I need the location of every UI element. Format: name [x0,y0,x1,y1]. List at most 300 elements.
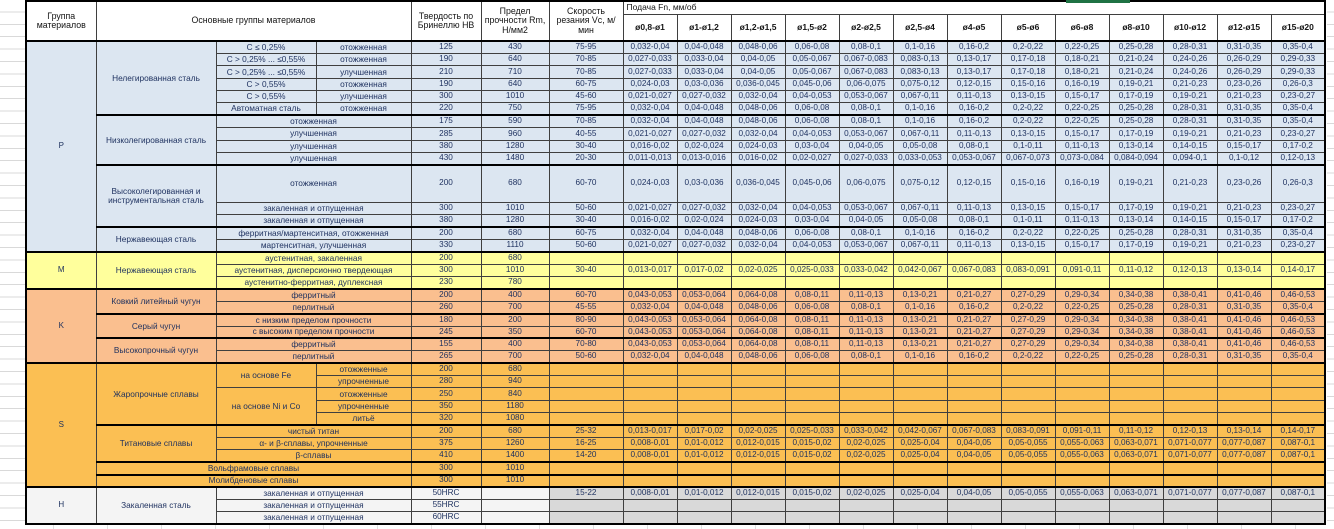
hardness-cell[interactable]: 190 [411,53,481,65]
feed-cell[interactable]: 0,063-0,071 [1109,450,1163,462]
treatment-cell[interactable]: перлитный [216,351,411,363]
speed-cell[interactable] [549,276,623,288]
feed-cell[interactable] [1055,363,1109,375]
feed-cell[interactable]: 0,29-0,33 [1271,53,1325,65]
feed-cell[interactable]: 0,17-0,19 [1109,91,1163,103]
treatment-cell[interactable]: закаленная и отпущенная [216,512,411,524]
strength-cell[interactable]: 200 [481,314,549,326]
feed-cell[interactable]: 0,12-0,13 [1271,153,1325,165]
feed-cell[interactable]: 0,04-0,053 [785,91,839,103]
feed-cell[interactable]: 0,091-0,11 [1055,425,1109,437]
hardness-cell[interactable]: 250 [411,388,481,400]
strength-cell[interactable]: 1010 [481,462,549,474]
strength-cell[interactable]: 400 [481,338,549,350]
feed-cell[interactable]: 0,083-0,13 [893,66,947,78]
feed-cell[interactable]: 0,04-0,048 [677,115,731,127]
feed-cell[interactable] [677,388,731,400]
feed-cell[interactable]: 0,14-0,17 [1271,425,1325,437]
feed-cell[interactable]: 0,02-0,025 [839,487,893,499]
feed-cell[interactable]: 0,015-0,02 [785,438,839,450]
feed-cell[interactable] [785,363,839,375]
strength-cell[interactable]: 1480 [481,153,549,165]
feed-cell[interactable]: 0,11-0,13 [839,338,893,350]
feed-cell[interactable]: 0,032-0,04 [623,351,677,363]
family-cell[interactable]: Нержавеющая сталь [96,252,216,289]
feed-cell[interactable]: 0,04-0,05 [947,450,1001,462]
feed-cell[interactable]: 0,008-0,01 [623,450,677,462]
feed-cell[interactable]: 0,11-0,13 [839,326,893,338]
strength-cell[interactable]: 1400 [481,450,549,462]
feed-cell[interactable]: 0,027-0,033 [839,153,893,165]
feed-cell[interactable]: 0,043-0,053 [623,338,677,350]
feed-cell[interactable]: 0,06-0,08 [785,227,839,239]
hardness-cell[interactable]: 330 [411,239,481,251]
treatment-cell[interactable]: улучшенная [216,153,411,165]
feed-cell[interactable] [947,363,1001,375]
feed-cell[interactable]: 0,083-0,091 [1001,264,1055,276]
feed-cell[interactable]: 0,2-0,22 [1001,115,1055,127]
feed-cell[interactable] [1109,499,1163,511]
feed-cell[interactable]: 0,077-0,087 [1217,438,1271,450]
feed-cell[interactable]: 0,21-0,23 [1163,165,1217,202]
feed-cell[interactable]: 0,03-0,04 [785,214,839,226]
feed-cell[interactable]: 0,1-0,11 [1001,214,1055,226]
feed-cell[interactable]: 0,23-0,27 [1271,91,1325,103]
feed-cell[interactable]: 0,11-0,12 [1109,264,1163,276]
treatment-cell[interactable]: отожженная [316,103,411,115]
feed-cell[interactable] [623,413,677,425]
feed-cell[interactable]: 0,05-0,055 [1001,487,1055,499]
feed-cell[interactable]: 0,03-0,036 [677,165,731,202]
family-cell[interactable]: Титановые сплавы [96,425,216,462]
feed-cell[interactable]: 0,033-0,04 [677,66,731,78]
feed-cell[interactable]: 0,19-0,21 [1163,239,1217,251]
composition-cell[interactable]: Автоматная сталь [216,103,316,115]
feed-cell[interactable]: 0,17-0,19 [1109,239,1163,251]
feed-cell[interactable]: 0,13-0,15 [1001,202,1055,214]
feed-cell[interactable]: 0,12-0,15 [947,78,1001,90]
feed-cell[interactable]: 0,025-0,04 [893,438,947,450]
feed-cell[interactable] [677,376,731,388]
feed-cell[interactable] [623,363,677,375]
treatment-cell[interactable]: мартенситная, улучшенная [216,239,411,251]
feed-cell[interactable]: 0,067-0,083 [839,66,893,78]
treatment-cell[interactable]: закаленная и отпущенная [216,499,411,511]
feed-cell[interactable]: 0,13-0,17 [947,53,1001,65]
strength-cell[interactable]: 1110 [481,239,549,251]
feed-cell[interactable]: 0,012-0,015 [731,487,785,499]
feed-cell[interactable]: 0,08-0,1 [839,227,893,239]
speed-cell[interactable] [549,499,623,511]
strength-cell[interactable]: 680 [481,252,549,264]
feed-cell[interactable] [893,376,947,388]
speed-cell[interactable]: 40-55 [549,128,623,140]
feed-cell[interactable]: 0,06-0,08 [785,115,839,127]
feed-cell[interactable]: 0,17-0,19 [1109,202,1163,214]
feed-cell[interactable]: 0,15-0,17 [1055,128,1109,140]
feed-cell[interactable]: 0,21-0,23 [1217,239,1271,251]
strength-cell[interactable] [481,512,549,524]
speed-cell[interactable]: 75-95 [549,103,623,115]
feed-cell[interactable]: 0,11-0,13 [1055,140,1109,152]
feed-cell[interactable] [1217,413,1271,425]
feed-cell[interactable] [1055,413,1109,425]
speed-cell[interactable]: 45-60 [549,91,623,103]
group-letter-cell[interactable]: M [26,252,96,289]
feed-cell[interactable]: 0,21-0,24 [1109,66,1163,78]
feed-cell[interactable]: 0,036-0,045 [731,165,785,202]
treatment-cell[interactable]: улучшенная [216,128,411,140]
feed-cell[interactable]: 0,38-0,41 [1163,326,1217,338]
feed-cell[interactable]: 0,021-0,027 [623,202,677,214]
strength-cell[interactable]: 1180 [481,400,549,412]
feed-cell[interactable]: 0,13-0,21 [893,314,947,326]
feed-cell[interactable] [839,276,893,288]
feed-cell[interactable] [1163,462,1217,474]
feed-cell[interactable]: 0,35-0,4 [1271,227,1325,239]
composition-cell[interactable]: С > 0,55% [216,91,316,103]
feed-cell[interactable]: 0,17-0,18 [1001,53,1055,65]
treatment-cell[interactable]: упрочненные [316,376,411,388]
feed-cell[interactable]: 0,087-0,1 [1271,438,1325,450]
feed-cell[interactable]: 0,032-0,04 [623,301,677,313]
feed-cell[interactable] [1055,376,1109,388]
composition-cell[interactable]: на основе Fe [216,363,316,388]
feed-cell[interactable]: 0,25-0,28 [1109,301,1163,313]
feed-cell[interactable]: 0,04-0,048 [677,351,731,363]
feed-cell[interactable] [1001,475,1055,487]
feed-cell[interactable]: 0,41-0,46 [1217,314,1271,326]
feed-cell[interactable] [1163,376,1217,388]
treatment-cell[interactable]: β-сплавы [216,450,411,462]
feed-cell[interactable] [731,252,785,264]
composition-cell[interactable]: С > 0,55% [216,78,316,90]
hardness-cell[interactable]: 200 [411,289,481,301]
feed-cell[interactable]: 0,02-0,025 [839,450,893,462]
feed-cell[interactable] [1217,475,1271,487]
feed-cell[interactable]: 0,094-0,1 [1163,153,1217,165]
strength-cell[interactable]: 1260 [481,438,549,450]
feed-cell[interactable] [947,400,1001,412]
feed-cell[interactable]: 0,16-0,2 [947,115,1001,127]
feed-cell[interactable] [1217,388,1271,400]
strength-cell[interactable]: 1010 [481,264,549,276]
feed-cell[interactable]: 0,16-0,19 [1055,78,1109,90]
feed-cell[interactable]: 0,08-0,11 [785,289,839,301]
feed-cell[interactable] [731,462,785,474]
feed-col-header[interactable]: ø10-ø12 [1163,14,1217,41]
feed-cell[interactable]: 0,24-0,26 [1163,66,1217,78]
family-cell[interactable]: Серый чугун [96,314,216,339]
feed-cell[interactable]: 0,063-0,071 [1109,487,1163,499]
speed-cell[interactable]: 75-95 [549,41,623,53]
group-letter-cell[interactable]: H [26,487,96,524]
speed-cell[interactable]: 50-60 [549,202,623,214]
group-letter-cell[interactable]: P [26,41,96,252]
feed-cell[interactable]: 0,15-0,16 [1001,165,1055,202]
feed-cell[interactable]: 0,043-0,053 [623,326,677,338]
speed-cell[interactable] [549,252,623,264]
feed-cell[interactable]: 0,055-0,063 [1055,487,1109,499]
feed-cell[interactable]: 0,34-0,38 [1109,289,1163,301]
feed-cell[interactable]: 0,055-0,063 [1055,438,1109,450]
strength-cell[interactable]: 710 [481,66,549,78]
feed-cell[interactable] [785,413,839,425]
strength-cell[interactable]: 680 [481,363,549,375]
hardness-cell[interactable]: 50HRC [411,487,481,499]
feed-cell[interactable]: 0,03-0,04 [785,140,839,152]
feed-cell[interactable]: 0,1-0,16 [893,227,947,239]
feed-cell[interactable]: 0,31-0,35 [1217,351,1271,363]
strength-cell[interactable]: 350 [481,326,549,338]
feed-cell[interactable] [1271,276,1325,288]
feed-cell[interactable]: 0,1-0,12 [1217,153,1271,165]
feed-cell[interactable]: 0,04-0,05 [839,214,893,226]
hardness-cell[interactable]: 230 [411,276,481,288]
feed-cell[interactable] [1055,276,1109,288]
speed-cell[interactable]: 25-32 [549,425,623,437]
feed-cell[interactable]: 0,1-0,16 [893,351,947,363]
treatment-cell[interactable]: закаленная и отпущенная [216,487,411,499]
feed-cell[interactable]: 0,2-0,22 [1001,41,1055,53]
strength-cell[interactable]: 590 [481,115,549,127]
feed-cell[interactable] [1271,512,1325,524]
header-strength[interactable]: Предел прочности Rm, Н/мм2 [481,1,549,41]
feed-cell[interactable]: 0,077-0,087 [1217,450,1271,462]
feed-cell[interactable] [839,376,893,388]
feed-cell[interactable] [947,376,1001,388]
feed-cell[interactable] [1109,413,1163,425]
family-cell[interactable]: Нелегированная сталь [96,41,216,115]
speed-cell[interactable]: 16-25 [549,438,623,450]
feed-cell[interactable]: 0,032-0,04 [731,128,785,140]
feed-cell[interactable] [1271,475,1325,487]
feed-cell[interactable]: 0,015-0,02 [785,487,839,499]
speed-cell[interactable]: 60-75 [549,78,623,90]
feed-cell[interactable]: 0,016-0,02 [623,140,677,152]
feed-cell[interactable]: 0,04-0,048 [677,301,731,313]
feed-cell[interactable]: 0,071-0,077 [1163,487,1217,499]
speed-cell[interactable]: 70-85 [549,53,623,65]
feed-cell[interactable] [1271,499,1325,511]
feed-cell[interactable] [1055,499,1109,511]
strength-cell[interactable]: 640 [481,53,549,65]
speed-cell[interactable] [549,512,623,524]
feed-cell[interactable]: 0,04-0,05 [731,53,785,65]
feed-cell[interactable] [785,462,839,474]
feed-col-header[interactable]: ø1-ø1,2 [677,14,731,41]
feed-cell[interactable] [623,512,677,524]
feed-cell[interactable]: 0,025-0,04 [893,450,947,462]
feed-cell[interactable] [1163,413,1217,425]
header-main-groups[interactable]: Основные группы материалов [96,1,411,41]
feed-cell[interactable] [1163,363,1217,375]
feed-cell[interactable]: 0,05-0,08 [893,140,947,152]
feed-cell[interactable]: 0,08-0,11 [785,326,839,338]
feed-cell[interactable] [677,462,731,474]
feed-cell[interactable] [785,388,839,400]
feed-cell[interactable]: 0,02-0,024 [677,140,731,152]
feed-cell[interactable] [1001,512,1055,524]
feed-cell[interactable]: 0,033-0,042 [839,264,893,276]
feed-cell[interactable] [623,400,677,412]
feed-col-header[interactable]: ø0,8-ø1 [623,14,677,41]
feed-cell[interactable]: 0,13-0,17 [947,66,1001,78]
hardness-cell[interactable]: 410 [411,450,481,462]
feed-cell[interactable]: 0,042-0,067 [893,425,947,437]
feed-cell[interactable]: 0,17-0,2 [1271,214,1325,226]
feed-cell[interactable]: 0,015-0,02 [785,450,839,462]
feed-cell[interactable]: 0,032-0,04 [731,239,785,251]
hardness-cell[interactable]: 300 [411,91,481,103]
feed-cell[interactable]: 0,26-0,29 [1217,53,1271,65]
speed-cell[interactable]: 60-70 [549,289,623,301]
feed-cell[interactable]: 0,21-0,23 [1217,91,1271,103]
feed-cell[interactable]: 0,17-0,18 [1001,66,1055,78]
treatment-cell[interactable]: литьё [316,413,411,425]
feed-cell[interactable]: 0,35-0,4 [1271,41,1325,53]
hardness-cell[interactable]: 210 [411,66,481,78]
speed-cell[interactable]: 15-22 [549,487,623,499]
feed-cell[interactable]: 0,087-0,1 [1271,450,1325,462]
feed-cell[interactable]: 0,13-0,14 [1217,425,1271,437]
feed-cell[interactable]: 0,27-0,29 [1001,314,1055,326]
feed-cell[interactable]: 0,05-0,067 [785,66,839,78]
feed-cell[interactable] [623,376,677,388]
feed-cell[interactable] [1001,499,1055,511]
speed-cell[interactable]: 50-60 [549,351,623,363]
feed-cell[interactable]: 0,13-0,21 [893,289,947,301]
feed-cell[interactable]: 0,14-0,15 [1163,214,1217,226]
feed-cell[interactable]: 0,053-0,067 [839,128,893,140]
feed-cell[interactable]: 0,21-0,23 [1217,202,1271,214]
family-cell[interactable]: Ковкий литейный чугун [96,289,216,314]
speed-cell[interactable] [549,413,623,425]
feed-cell[interactable]: 0,073-0,084 [1055,153,1109,165]
composition-cell[interactable]: С ≤ 0,25% [216,41,316,53]
feed-cell[interactable]: 0,024-0,03 [623,165,677,202]
feed-cell[interactable]: 0,16-0,2 [947,351,1001,363]
feed-cell[interactable]: 0,46-0,53 [1271,289,1325,301]
treatment-cell[interactable]: отожженная [316,53,411,65]
feed-cell[interactable] [623,252,677,264]
feed-cell[interactable] [947,512,1001,524]
feed-cell[interactable]: 0,13-0,14 [1109,140,1163,152]
feed-cell[interactable] [677,252,731,264]
feed-cell[interactable]: 0,31-0,35 [1217,41,1271,53]
feed-cell[interactable]: 0,14-0,15 [1163,140,1217,152]
feed-cell[interactable] [839,475,893,487]
feed-cell[interactable]: 0,15-0,17 [1055,202,1109,214]
feed-cell[interactable]: 0,28-0,31 [1163,227,1217,239]
feed-cell[interactable]: 0,21-0,23 [1217,128,1271,140]
feed-cell[interactable]: 0,027-0,032 [677,202,731,214]
treatment-cell[interactable]: α- и β-сплавы, упрочненные [216,438,411,450]
speed-cell[interactable] [549,363,623,375]
feed-cell[interactable] [1109,252,1163,264]
feed-cell[interactable] [1055,475,1109,487]
feed-cell[interactable] [1271,462,1325,474]
strength-cell[interactable]: 1280 [481,214,549,226]
speed-cell[interactable]: 60-70 [549,326,623,338]
feed-cell[interactable]: 0,25-0,28 [1109,351,1163,363]
feed-cell[interactable] [1217,376,1271,388]
feed-cell[interactable]: 0,34-0,38 [1109,338,1163,350]
feed-cell[interactable]: 0,016-0,02 [731,153,785,165]
feed-cell[interactable]: 0,28-0,31 [1163,41,1217,53]
feed-cell[interactable] [839,512,893,524]
feed-cell[interactable]: 0,06-0,08 [785,41,839,53]
treatment-cell[interactable]: отожженная [316,78,411,90]
feed-cell[interactable] [1271,400,1325,412]
feed-cell[interactable] [1001,388,1055,400]
feed-cell[interactable] [893,413,947,425]
hardness-cell[interactable]: 300 [411,202,481,214]
feed-cell[interactable] [1271,363,1325,375]
strength-cell[interactable]: 1010 [481,475,549,487]
feed-cell[interactable]: 0,08-0,1 [839,103,893,115]
feed-cell[interactable]: 0,25-0,28 [1109,227,1163,239]
feed-cell[interactable]: 0,23-0,26 [1217,165,1271,202]
feed-cell[interactable]: 0,38-0,41 [1163,314,1217,326]
feed-cell[interactable]: 0,11-0,13 [1055,214,1109,226]
treatment-cell[interactable]: ферритный [216,338,411,350]
feed-cell[interactable] [731,388,785,400]
feed-cell[interactable]: 0,04-0,048 [677,227,731,239]
treatment-cell[interactable]: отожженные [316,363,411,375]
feed-cell[interactable]: 0,032-0,04 [731,202,785,214]
feed-cell[interactable]: 0,043-0,053 [623,289,677,301]
feed-cell[interactable] [893,276,947,288]
feed-cell[interactable] [1163,388,1217,400]
feed-cell[interactable] [785,252,839,264]
treatment-cell[interactable]: упрочненные [316,400,411,412]
feed-cell[interactable]: 0,04-0,048 [677,41,731,53]
strength-cell[interactable]: 780 [481,276,549,288]
feed-cell[interactable] [623,276,677,288]
feed-col-header[interactable]: ø4-ø5 [947,14,1001,41]
feed-cell[interactable] [1217,499,1271,511]
strength-cell[interactable]: 680 [481,425,549,437]
feed-cell[interactable]: 0,055-0,063 [1055,450,1109,462]
strength-cell[interactable]: 960 [481,128,549,140]
feed-cell[interactable]: 0,13-0,14 [1217,264,1271,276]
feed-cell[interactable]: 0,1-0,16 [893,103,947,115]
feed-cell[interactable]: 0,23-0,27 [1271,128,1325,140]
feed-cell[interactable] [623,462,677,474]
feed-cell[interactable]: 0,25-0,28 [1109,41,1163,53]
feed-cell[interactable]: 0,06-0,075 [839,165,893,202]
feed-cell[interactable]: 0,067-0,11 [893,202,947,214]
family-cell[interactable]: Молибденовые сплавы [96,475,411,487]
feed-cell[interactable]: 0,21-0,27 [947,289,1001,301]
feed-cell[interactable]: 0,11-0,13 [947,239,1001,251]
feed-cell[interactable] [1001,252,1055,264]
feed-cell[interactable]: 0,017-0,02 [677,425,731,437]
feed-cell[interactable]: 0,1-0,11 [1001,140,1055,152]
feed-cell[interactable]: 0,15-0,16 [1001,78,1055,90]
feed-cell[interactable] [893,512,947,524]
hardness-cell[interactable]: 200 [411,227,481,239]
feed-cell[interactable]: 0,011-0,013 [623,153,677,165]
feed-cell[interactable]: 0,053-0,064 [677,338,731,350]
feed-cell[interactable]: 0,04-0,053 [785,202,839,214]
feed-cell[interactable]: 0,11-0,12 [1109,425,1163,437]
feed-cell[interactable]: 0,26-0,3 [1271,165,1325,202]
feed-col-header[interactable]: ø12-ø15 [1217,14,1271,41]
feed-cell[interactable] [1163,512,1217,524]
feed-cell[interactable] [1109,400,1163,412]
